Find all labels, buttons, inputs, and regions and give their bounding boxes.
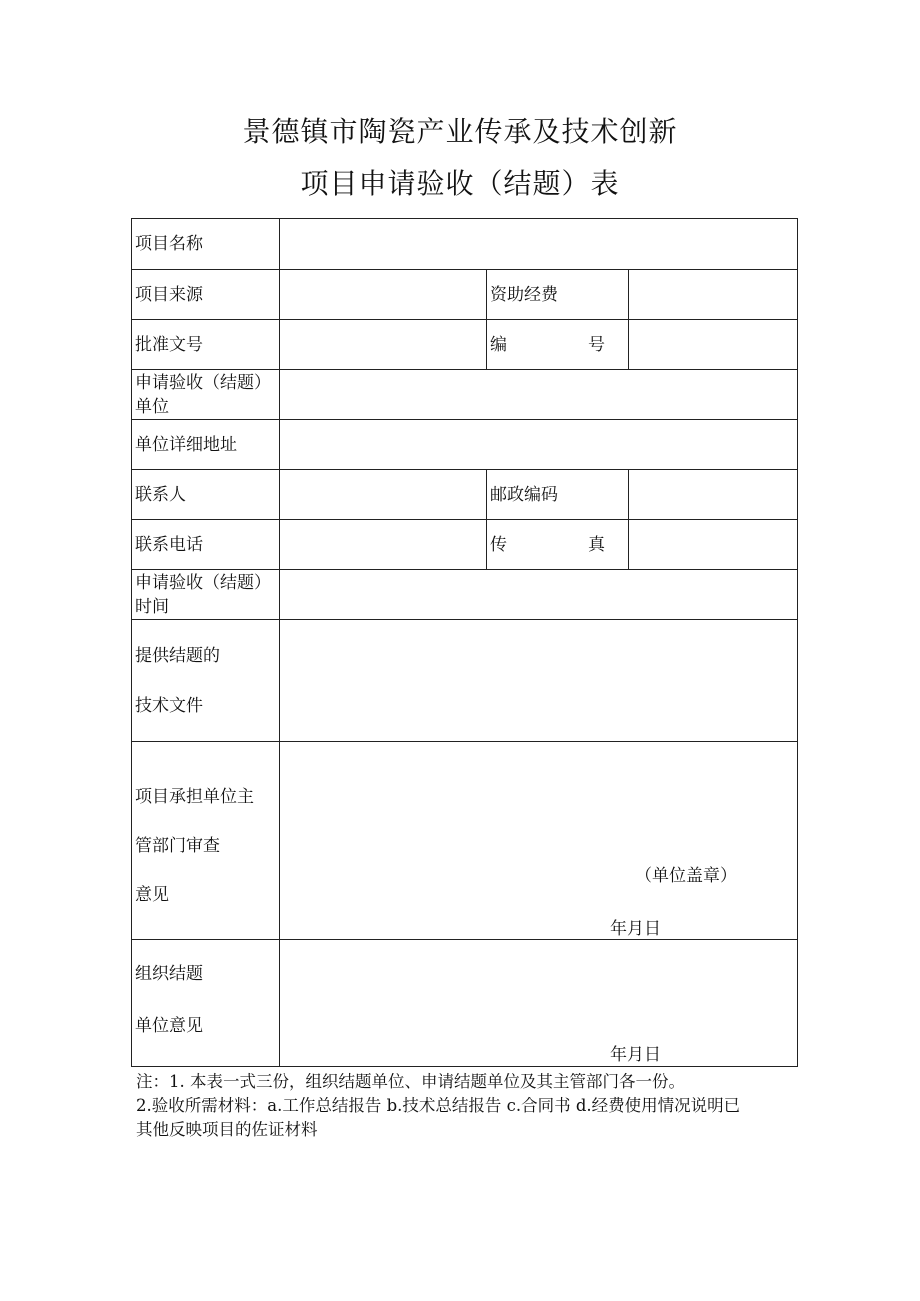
dept-review-label-line3: 意见 [135, 885, 169, 905]
row-phone [132, 520, 798, 570]
org-opinion-label [132, 940, 280, 1067]
funding-label: 资助经费 [487, 270, 629, 320]
row-approval-no [132, 320, 798, 370]
tech-docs-label-line1: 提供结题的 [135, 645, 220, 666]
acceptance-form-table [131, 218, 798, 1067]
row-org-opinion [132, 940, 798, 1067]
project-name-field[interactable] [280, 219, 798, 270]
org-opinion-date: 年月日 [610, 1045, 661, 1065]
dept-review-label-line2: 管部门审查 [135, 836, 220, 856]
approval-no-label: 批准文号 [132, 320, 280, 370]
tech-docs-field[interactable] [280, 620, 798, 742]
address-field[interactable] [280, 420, 798, 470]
form-title-line1: 景德镇市陶瓷产业传承及技术创新 [242, 115, 678, 148]
apply-time-label-line1: 申请验收（结题） [135, 572, 271, 593]
dept-review-label-line1: 项目承担单位主 [135, 787, 254, 807]
number-field[interactable] [629, 320, 798, 370]
org-opinion-label-line1: 组织结题 [135, 964, 203, 984]
applicant-unit-label-line1: 申请验收（结题） [135, 372, 271, 393]
row-apply-time [132, 570, 798, 620]
number-label-a: 编 [490, 334, 507, 355]
project-source-label: 项目来源 [132, 270, 280, 320]
row-contact [132, 470, 798, 520]
row-address [132, 420, 798, 470]
apply-time-label-line2: 时间 [135, 596, 169, 617]
applicant-unit-label [132, 370, 280, 420]
dept-review-field[interactable] [280, 742, 798, 940]
phone-field[interactable] [280, 520, 487, 570]
apply-time-field[interactable] [280, 570, 798, 620]
project-name-label: 项目名称 [132, 219, 280, 270]
tech-docs-label [132, 620, 280, 742]
org-opinion-field[interactable] [280, 940, 798, 1067]
dept-review-date: 年月日 [610, 919, 661, 939]
postcode-field[interactable] [629, 470, 798, 520]
number-label [487, 320, 629, 370]
fax-field[interactable] [629, 520, 798, 570]
applicant-unit-field[interactable] [280, 370, 798, 420]
funding-field[interactable] [629, 270, 798, 320]
phone-label: 联系电话 [132, 520, 280, 570]
note-line2: 2.验收所需材料：a.工作总结报告 b.技术总结报告 c.合同书 d.经费使用情况说明已 [136, 1096, 741, 1115]
fax-label-b: 真 [588, 534, 605, 555]
dept-review-label [132, 742, 280, 940]
row-dept-review [132, 742, 798, 940]
number-label-b: 号 [588, 334, 605, 355]
contact-field[interactable] [280, 470, 487, 520]
tech-docs-label-line2: 技术文件 [135, 695, 203, 716]
row-applicant-unit [132, 370, 798, 420]
apply-time-label [132, 570, 280, 620]
unit-seal-text: （单位盖章） [635, 866, 737, 886]
approval-no-field[interactable] [280, 320, 487, 370]
row-tech-docs [132, 620, 798, 742]
note-line1: 注：1. 本表一式三份，组织结题单位、申请结题单位及其主管部门各一份。 [136, 1072, 685, 1091]
applicant-unit-label-line2: 单位 [135, 396, 169, 417]
note-line3: 其他反映项目的佐证材料 [136, 1120, 318, 1139]
address-label: 单位详细地址 [132, 420, 280, 470]
form-notes [136, 1070, 796, 1142]
row-project-name [132, 219, 798, 270]
org-opinion-label-line2: 单位意见 [135, 1016, 203, 1036]
contact-label: 联系人 [132, 470, 280, 520]
fax-label-a: 传 [490, 534, 507, 555]
form-title-line2: 项目申请验收（结题）表 [300, 167, 620, 200]
project-source-field[interactable] [280, 270, 487, 320]
row-project-source [132, 270, 798, 320]
fax-label [487, 520, 629, 570]
postcode-label: 邮政编码 [487, 470, 629, 520]
